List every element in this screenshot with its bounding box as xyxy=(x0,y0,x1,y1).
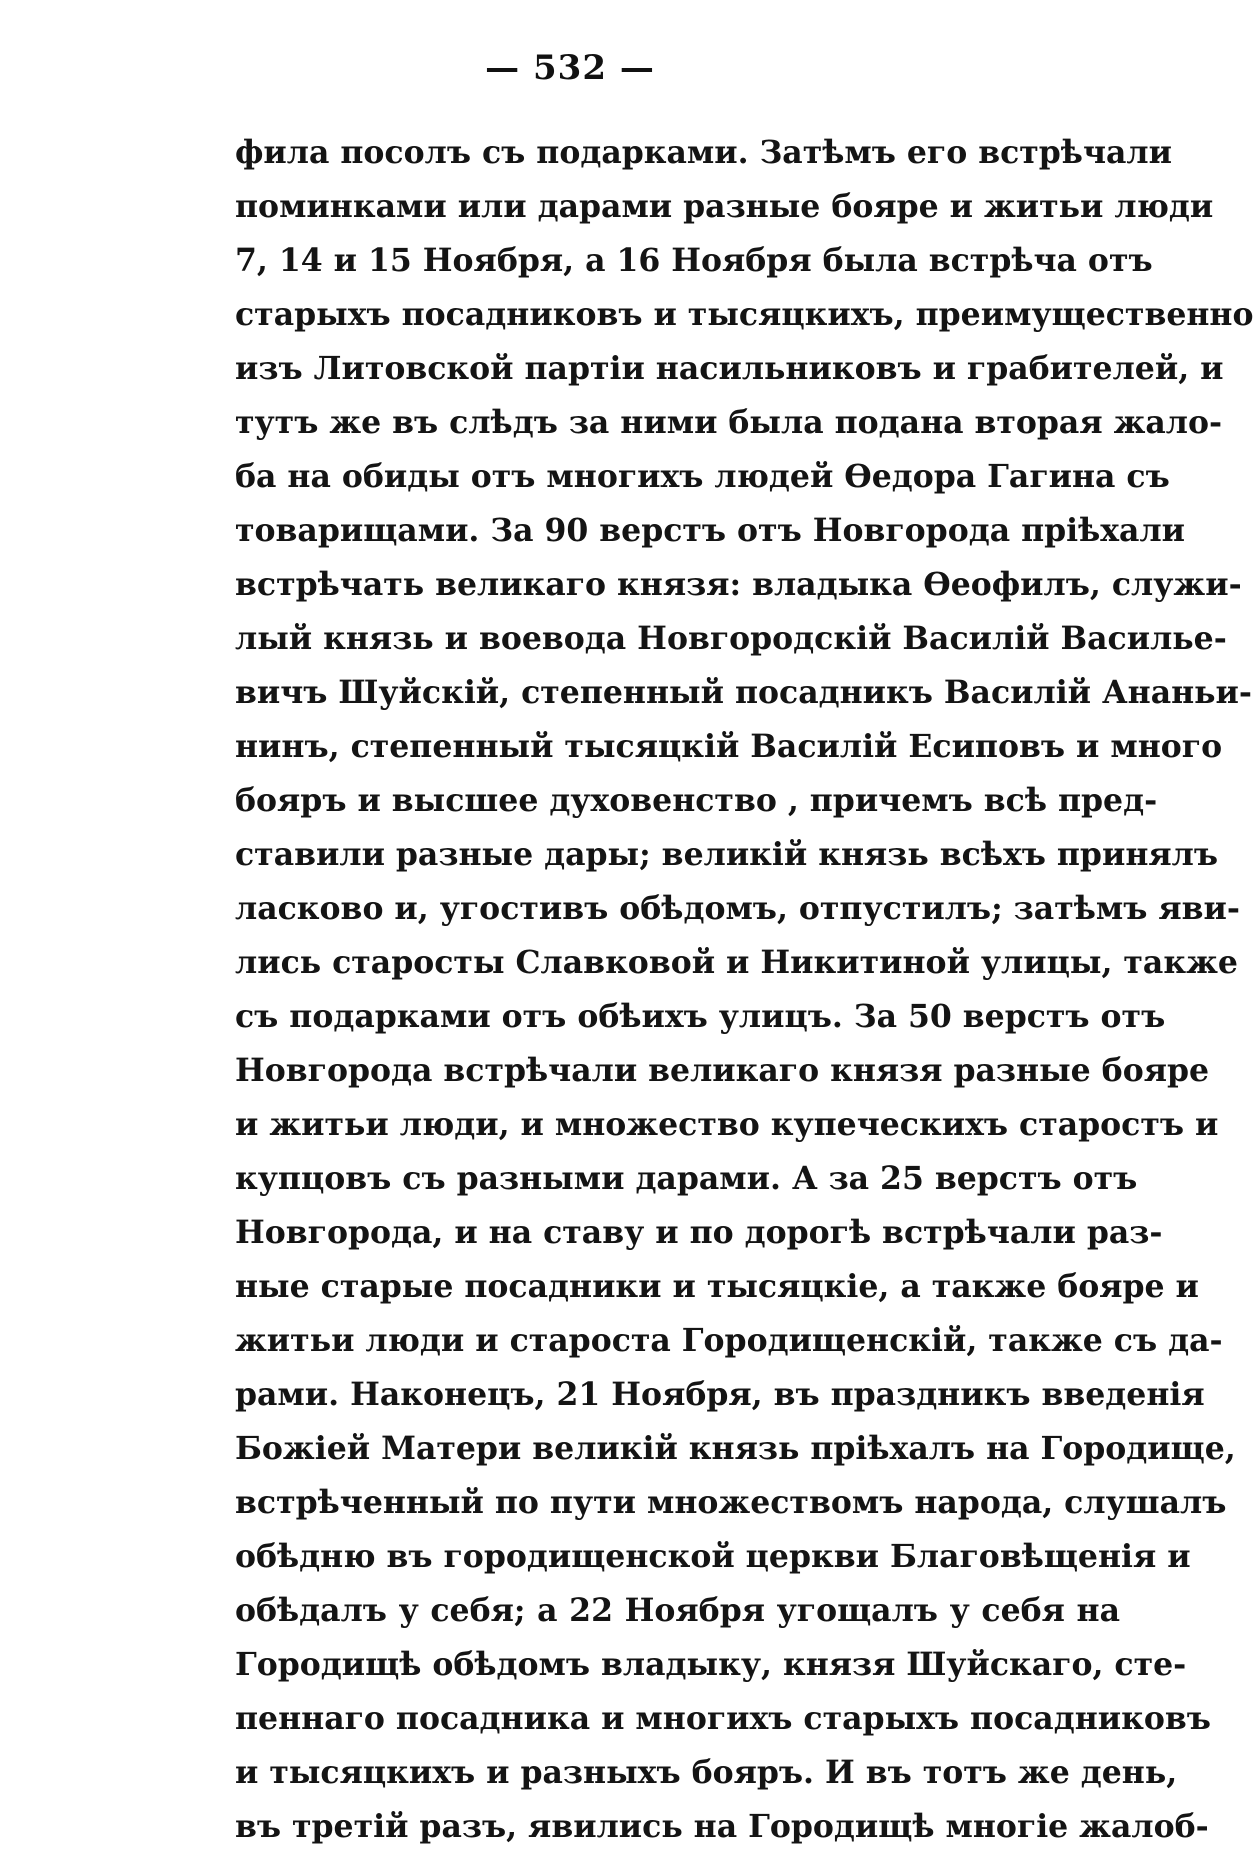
body-text xyxy=(235,126,1254,1854)
text-line: Городищѣ обѣдомъ владыку, князя Шуйскаго, сте- xyxy=(235,1646,1187,1683)
text-line: нинъ, степенный тысяцкій Василій Есиповъ и много xyxy=(235,728,1223,765)
text-line: тутъ же въ слѣдъ за ними была подана вторая жало- xyxy=(235,404,1223,441)
text-line: встрѣчать великаго князя: владыка Ѳеофилъ, служи- xyxy=(235,566,1242,603)
text-line: изъ Литовской партіи насильниковъ и грабителей, и xyxy=(235,350,1224,387)
text-line: бояръ и высшее духовенство , причемъ всѣ пред- xyxy=(235,782,1158,819)
text-line: ные старые посадники и тысяцкіе, а также бояре и xyxy=(235,1268,1199,1305)
text-line: купцовъ съ разными дарами. А за 25 верстъ отъ xyxy=(235,1160,1138,1197)
text-line: вичъ Шуйскій, степенный посадникъ Василій Ананьи- xyxy=(235,674,1252,711)
text-line: ласково и, угостивъ обѣдомъ, отпустилъ; затѣмъ яви- xyxy=(235,890,1240,927)
text-line: и тысяцкихъ и разныхъ бояръ. И въ тотъ же день, xyxy=(235,1754,1178,1791)
text-line: встрѣченный по пути множествомъ народа, слушалъ xyxy=(235,1484,1227,1521)
text-line: рами. Наконецъ, 21 Ноября, въ праздникъ введенія xyxy=(235,1376,1205,1413)
text-line: житьи люди и староста Городищенскій, также съ да- xyxy=(235,1322,1223,1359)
text-line: лый князь и воевода Новгородскій Василій Василье- xyxy=(235,620,1227,657)
text-line: старыхъ посадниковъ и тысяцкихъ, преимущественно xyxy=(235,296,1254,333)
text-line: лись старосты Славковой и Никитиной улицы, также xyxy=(235,944,1238,981)
text-line: поминками или дарами разные бояре и житьи люди xyxy=(235,188,1214,225)
text-line: ба на обиды отъ многихъ людей Ѳедора Гагина съ xyxy=(235,458,1170,495)
text-line: фила посолъ съ подарками. Затѣмъ его встрѣчали xyxy=(235,134,1172,171)
page-number: — 532 — xyxy=(485,48,655,88)
text-line: въ третій разъ, явились на Городищѣ многіе жалоб- xyxy=(235,1808,1209,1845)
text-line: 7, 14 и 15 Ноября, а 16 Ноября была встрѣча отъ xyxy=(235,242,1153,279)
text-line: Новгорода, и на ставу и по дорогѣ встрѣчали раз- xyxy=(235,1214,1163,1251)
text-line: обѣдалъ у себя; а 22 Ноября угощалъ у себя на xyxy=(235,1592,1120,1629)
text-line: ставили разные дары; великій князь всѣхъ принялъ xyxy=(235,836,1219,873)
text-line: пеннаго посадника и многихъ старыхъ посадниковъ xyxy=(235,1700,1211,1737)
text-line: товарищами. За 90 верстъ отъ Новгорода пріѣхали xyxy=(235,512,1186,549)
text-line: съ подарками отъ обѣихъ улицъ. За 50 верстъ отъ xyxy=(235,998,1166,1035)
text-line: и житьи люди, и множество купеческихъ старостъ и xyxy=(235,1106,1219,1143)
text-line: Новгорода встрѣчали великаго князя разные бояре xyxy=(235,1052,1210,1089)
text-line: Божіей Матери великій князь пріѣхалъ на Городище, xyxy=(235,1430,1236,1467)
text-line: обѣдню въ городищенской церкви Благовѣщенія и xyxy=(235,1538,1191,1575)
